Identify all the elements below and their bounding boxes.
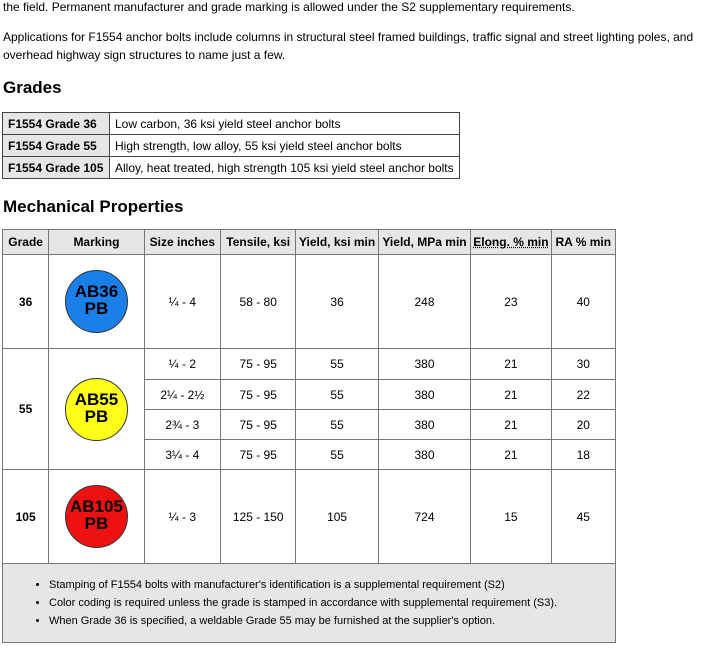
note-item: • Color coding is required unless the grade is stamped in accordance with supplemental requirement (S3).: [49, 594, 615, 612]
grade-description: High strength, low alloy, 55 ksi yield steel anchor bolts: [110, 135, 460, 157]
grade-cell: 36: [3, 255, 49, 349]
yield-mpa-cell: 380: [378, 349, 470, 380]
marking-line1: AB105: [69, 497, 123, 516]
yield-ksi-cell: 105: [296, 470, 378, 564]
header-row: [3, 230, 616, 255]
tensile-cell: 125 - 150: [221, 470, 296, 564]
grade-cell: 55: [3, 349, 49, 470]
col-header-yield-mpa: Yield, MPa min: [378, 230, 470, 255]
elong-cell: 21: [471, 440, 551, 470]
grade-name: F1554 Grade 36: [3, 113, 110, 135]
intro-paragraph-2: Applications for F1554 anchor bolts include columns in structural steel framed buildings, traffic signal and street lighting poles, and overhead highway sign structures to name just a few.: [3, 30, 694, 62]
yield-ksi-cell: 55: [296, 410, 378, 440]
yield-ksi-cell: 36: [296, 255, 378, 349]
marking-disc-ab36: [65, 270, 128, 333]
size-cell: 3¼ - 4: [144, 440, 220, 470]
yield-mpa-cell: 380: [378, 410, 470, 440]
col-header-ra: RA % min: [551, 230, 615, 255]
marking-disc-ab105: [65, 485, 128, 548]
note-item: • Stamping of F1554 bolts with manufacturer's identification is a supplemental requirement (S2): [49, 576, 615, 594]
ra-cell: 40: [551, 255, 615, 349]
note-item: • When Grade 36 is specified, a weldable Grade 55 may be furnished at the supplier's option.: [49, 612, 615, 630]
elong-cell: 21: [471, 349, 551, 380]
ra-cell: 22: [551, 380, 615, 410]
ra-cell: 30: [551, 349, 615, 380]
elong-cell: 21: [471, 380, 551, 410]
yield-mpa-cell: 724: [378, 470, 470, 564]
size-cell: ¼ - 3: [144, 470, 220, 564]
notes-row: [3, 564, 616, 643]
grades-table: [2, 112, 460, 179]
yield-mpa-cell: 380: [378, 380, 470, 410]
table-row: [3, 255, 616, 349]
size-cell: 2¼ - 2½: [144, 380, 220, 410]
notes-list: [3, 576, 615, 630]
grade-description: Alloy, heat treated, high strength 105 ksi yield steel anchor bolts: [110, 157, 460, 179]
size-cell: ¼ - 2: [144, 349, 220, 380]
marking-line2: PB: [84, 406, 109, 426]
yield-ksi-cell: 55: [296, 440, 378, 470]
table-row: [3, 157, 460, 179]
yield-mpa-cell: 248: [378, 255, 470, 349]
marking-disc-ab55: [65, 378, 128, 441]
grade-description: Low carbon, 36 ksi yield steel anchor bolts: [110, 113, 460, 135]
ra-cell: 20: [551, 410, 615, 440]
elong-cell: 21: [471, 410, 551, 440]
intro-paragraph-1: the field. Permanent manufacturer and grade marking is allowed under the S2 supplementary requirements.: [3, 0, 575, 14]
size-cell: ¼ - 4: [144, 255, 220, 349]
notes-cell: [3, 564, 616, 643]
ra-cell: 45: [551, 470, 615, 564]
col-header-yield-ksi: Yield, ksi min: [296, 230, 378, 255]
tensile-cell: 58 - 80: [221, 255, 296, 349]
tensile-cell: 75 - 95: [221, 380, 296, 410]
elong-cell: 23: [471, 255, 551, 349]
marking-line2: PB: [84, 299, 109, 318]
table-row: [3, 135, 460, 157]
marking-cell: [49, 255, 144, 349]
marking-line1: AB55: [74, 389, 119, 409]
grade-name: F1554 Grade 105: [3, 157, 110, 179]
col-header-size: Size inches: [144, 230, 220, 255]
yield-mpa-cell: 380: [378, 440, 470, 470]
marking-cell: [49, 470, 144, 564]
yield-ksi-cell: 55: [296, 380, 378, 410]
grade-name: F1554 Grade 55: [3, 135, 110, 157]
col-header-tensile: Tensile, ksi: [221, 230, 296, 255]
col-header-grade: Grade: [3, 230, 49, 255]
col-header-marking: Marking: [49, 230, 144, 255]
col-header-elongation: [471, 230, 551, 255]
marking-line1: AB36: [74, 282, 119, 301]
grades-heading: Grades: [3, 78, 62, 97]
table-row: [3, 349, 616, 380]
marking-cell: [49, 349, 144, 470]
table-row: [3, 470, 616, 564]
tensile-cell: 75 - 95: [221, 410, 296, 440]
grade-cell: 105: [3, 470, 49, 564]
marking-line2: PB: [84, 514, 109, 533]
tensile-cell: 75 - 95: [221, 440, 296, 470]
elong-cell: 15: [471, 470, 551, 564]
table-row: [3, 113, 460, 135]
tensile-cell: 75 - 95: [221, 349, 296, 380]
mechanical-properties-table: [2, 229, 616, 643]
size-cell: 2¾ - 3: [144, 410, 220, 440]
ra-cell: 18: [551, 440, 615, 470]
yield-ksi-cell: 55: [296, 349, 378, 380]
mechanical-heading: Mechanical Properties: [3, 197, 184, 216]
elongation-abbr: Elong. % min: [473, 235, 549, 249]
